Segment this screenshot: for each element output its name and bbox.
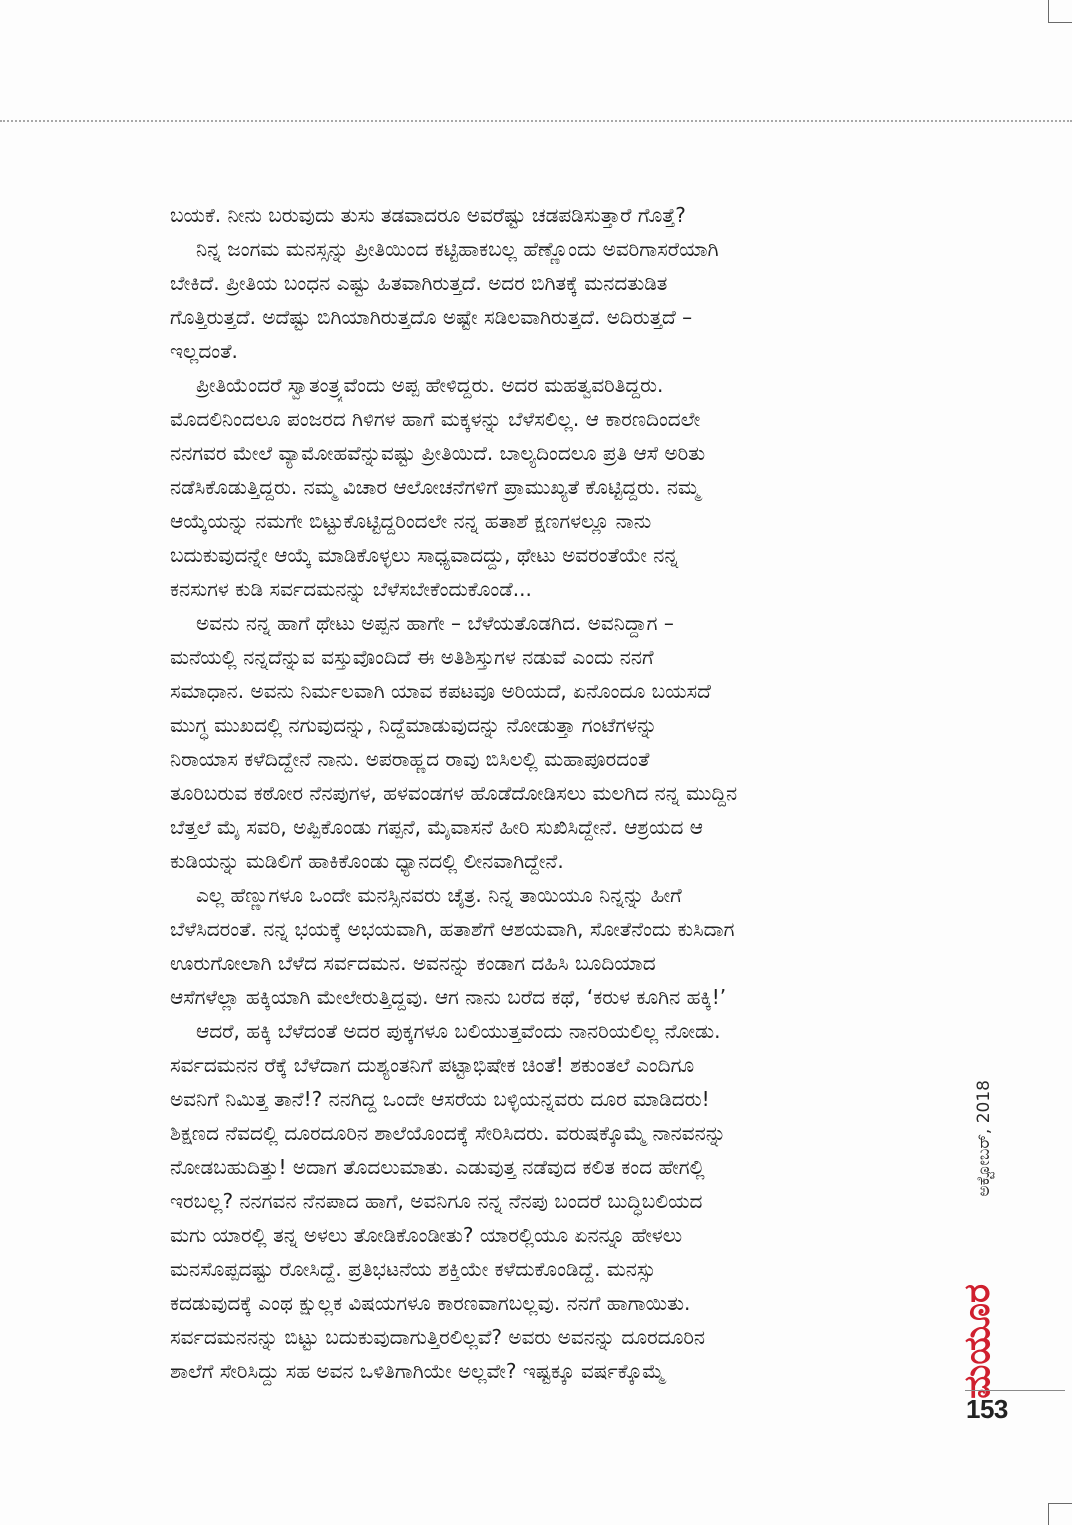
text-line: ಕನಸುಗಳ ಕುಡಿ ಸರ್ವದಮನನ್ನು ಬೆಳೆಸಬೇಕೆಂದುಕೊಂಡೆ... [170, 577, 532, 601]
text-line: ಸರ್ವದಮನನನ್ನು ಬಿಟ್ಟು ಬದುಕುವುದಾಗುತ್ತಿರಲಿಲ್ಲವೆ? ಅವರು ಅವನನ್ನು ದೂರದೂರಿನ [170, 1325, 706, 1349]
text-line: ನಿರಾಯಾಸ ಕಳೆದಿದ್ದೇನೆ ನಾನು. ಅಪರಾಹ್ಣದ ರಾವು ಬಿಸಿಲಲ್ಲಿ ಮಹಾಪೂರದಂತೆ [170, 747, 650, 771]
text-line: ಮೊದಲಿನಿಂದಲೂ ಪಂಜರದ ಗಿಳಿಗಳ ಹಾಗೆ ಮಕ್ಕಳನ್ನು ಬೆಳೆಸಲಿಲ್ಲ. ಆ ಕಾರಣದಿಂದಲೇ [170, 407, 701, 431]
text-line: ಸಮಾಧಾನ. ಅವನು ನಿರ್ಮಲವಾಗಿ ಯಾವ ಕಪಟವೂ ಅರಿಯದೆ, ಏನೊಂದೂ ಬಯಸದೆ [170, 679, 711, 703]
page-number: 153 [966, 1394, 1008, 1424]
text-line: ಮಗು ಯಾರಲ್ಲಿ ತನ್ನ ಅಳಲು ತೋಡಿಕೊಂಡೀತು? ಯಾರಲ್ಲಿಯೂ ಏನನ್ನೂ ಹೇಳಲು [170, 1223, 683, 1247]
dotted-separator [0, 120, 1072, 122]
text-line: ಕದಡುವುದಕ್ಕೆ ಎಂಥ ಕ್ಷುಲ್ಲಕ ವಿಷಯಗಳೂ ಕಾರಣವಾಗಬಲ್ಲವು. ನನಗೆ ಹಾಗಾಯಿತು. [170, 1291, 691, 1315]
text-line: ಇರಬಲ್ಲ? ನನಗವನ ನೆನಪಾದ ಹಾಗೆ, ಅವನಿಗೂ ನನ್ನ ನೆನಪು ಬಂದರೆ ಬುದ್ಧಿಬಲಿಯದ [170, 1189, 703, 1213]
text-line: ಮನಸೊಪ್ಪದಷ್ಟು ರೋಸಿದ್ದೆ. ಪ್ರತಿಭಟನೆಯ ಶಕ್ತಿಯೇ ಕಳೆದುಕೊಂಡಿದ್ದೆ. ಮನಸ್ಸು [170, 1257, 656, 1281]
text-line: ಮನೆಯಲ್ಲಿ ನನ್ನದೆನ್ನುವ ವಸ್ತುವೊಂದಿದೆ ಈ ಅತಿಶಿಸ್ತುಗಳ ನಡುವೆ ಎಂದು ನನಗೆ [170, 645, 654, 669]
text-line: ಮುಗ್ಧ ಮುಖದಲ್ಲಿ ನಗುವುದನ್ನು, ನಿದ್ದೆಮಾಡುವುದನ್ನು ನೋಡುತ್ತಾ ಗಂಟೆಗಳನ್ನು [170, 713, 658, 737]
text-line: ಶಿಕ್ಷಣದ ನೆವದಲ್ಲಿ ದೂರದೂರಿನ ಶಾಲೆಯೊಂದಕ್ಕೆ ಸೇರಿಸಿದರು. ವರುಷಕ್ಕೊಮ್ಮೆ ನಾನವನನ್ನು [170, 1121, 726, 1145]
text-line: ಆಸೆಗಳೆಲ್ಲಾ ಹಕ್ಕಿಯಾಗಿ ಮೇಲೇರುತ್ತಿದ್ದವು. ಆಗ ನಾನು ಬರೆದ ಕಥೆ, ‘ಕರುಳ ಕೂಗಿನ ಹಕ್ಕಿ!’ [170, 985, 727, 1009]
text-line: ನಡೆಸಿಕೊಡುತ್ತಿದ್ದರು. ನಮ್ಮ ವಿಚಾರ ಆಲೋಚನೆಗಳಿಗೆ ಪ್ರಾಮುಖ್ಯತೆ ಕೊಟ್ಟಿದ್ದರು. ನಮ್ಮ [170, 475, 700, 499]
text-line: ಬಯಕೆ. ನೀನು ಬರುವುದು ತುಸು ತಡವಾದರೂ ಅವರೆಷ್ಟು ಚಡಪಡಿಸುತ್ತಾರೆ ಗೊತ್ತೆ? [170, 203, 686, 227]
text-line: ಬದುಕುವುದನ್ನೇ ಆಯ್ಕೆ ಮಾಡಿಕೊಳ್ಳಲು ಸಾಧ್ಯವಾದದ್ದು, ಥೇಟು ಅವರಂತೆಯೇ ನನ್ನ [170, 543, 679, 567]
text-line: ನಿನ್ನ ಜಂಗಮ ಮನಸ್ಸನ್ನು ಪ್ರೀತಿಯಿಂದ ಕಟ್ಟಿಹಾಕಬಲ್ಲ ಹೆಣ್ಣೊಂದು ಅವರಿಗಾಸರೆಯಾಗಿ [196, 237, 719, 261]
text-line: ಊರುಗೋಲಾಗಿ ಬೆಳೆದ ಸರ್ವದಮನ. ಅವನನ್ನು ಕಂಡಾಗ ದಹಿಸಿ ಬೂದಿಯಾದ [170, 951, 656, 975]
text-line: ಅವನಿಗೆ ನಿಮಿತ್ತ ತಾನೆ!? ನನಗಿದ್ದ ಒಂದೇ ಆಸರೆಯ ಬಳ್ಳಿಯನ್ನವರು ದೂರ ಮಾಡಿದರು! [170, 1087, 710, 1111]
text-line: ಶಾಲೆಗೆ ಸೇರಿಸಿದ್ದು ಸಹ ಅವನ ಒಳಿತಿಗಾಗಿಯೇ ಅಲ್ಲವೇ? ಇಷ್ಟಕ್ಕೂ ವರ್ಷಕ್ಕೊಮ್ಮೆ [170, 1359, 665, 1383]
page-number-rule [965, 1390, 1065, 1391]
issue-date: ಅಕ್ಟೋಬರ್, 2018 [974, 1080, 994, 1197]
text-line: ಅವನು ನನ್ನ ಹಾಗೆ ಥೇಟು ಅಪ್ಪನ ಹಾಗೇ – ಬೆಳೆಯತೊಡಗಿದ. ಅವನಿದ್ದಾಗ – [196, 611, 674, 635]
text-line: ಎಲ್ಲ ಹೆಣ್ಣುಗಳೂ ಒಂದೇ ಮನಸ್ಸಿನವರು ಚೈತ್ರ. ನಿನ್ನ ತಾಯಿಯೂ ನಿನ್ನನ್ನು ಹೀಗೆ [196, 883, 682, 907]
text-line: ಬೆತ್ತಲೆ ಮೈ ಸವರಿ, ಅಪ್ಪಿಕೊಂಡು ಗಪ್ಪನೆ, ಮೈವಾಸನೆ ಹೀರಿ ಸುಖಿಸಿದ್ದೇನೆ. ಆಶ್ರಯದ ಆ [170, 815, 703, 839]
magazine-masthead: ಮಯೂರ [957, 1284, 998, 1399]
text-line: ಆದರೆ, ಹಕ್ಕಿ ಬೆಳೆದಂತೆ ಅದರ ಪುಕ್ಕಗಳೂ ಬಲಿಯುತ್ತವೆಂದು ನಾನರಿಯಲಿಲ್ಲ ನೋಡು. [196, 1019, 721, 1043]
text-line: ಸರ್ವದಮನನ ರೆಕ್ಕೆ ಬೆಳೆದಾಗ ದುಶ್ಯಂತನಿಗೆ ಪಟ್ಟಾಭಿಷೇಕ ಚಿಂತೆ! ಶಕುಂತಲೆ ಎಂದಿಗೂ [170, 1053, 695, 1077]
text-line: ಕುಡಿಯನ್ನು ಮಡಿಲಿಗೆ ಹಾಕಿಕೊಂಡು ಧ್ಯಾನದಲ್ಲಿ ಲೀನವಾಗಿದ್ದೇನೆ. [170, 849, 564, 873]
text-line: ಆಯ್ಕೆಯನ್ನು ನಮಗೇ ಬಿಟ್ಟುಕೊಟ್ಟಿದ್ದರಿಂದಲೇ ನನ್ನ ಹತಾಶೆ ಕ್ಷಣಗಳಲ್ಲೂ ನಾನು [170, 509, 652, 533]
article-body [170, 198, 918, 1388]
text-line: ನೋಡಬಹುದಿತ್ತು! ಅದಾಗ ತೊದಲುಮಾತು. ಎಡುವುತ್ತ ನಡೆವುದ ಕಲಿತ ಕಂದ ಹೇಗಲ್ಲಿ [170, 1155, 705, 1179]
text-line: ಪ್ರೀತಿಯೆಂದರೆ ಸ್ವಾತಂತ್ರ್ಯವೆಂದು ಅಪ್ಪ ಹೇಳಿದ್ದರು. ಅದರ ಮಹತ್ವವರಿತಿದ್ದರು. [196, 373, 664, 397]
text-line: ತೂರಿಬರುವ ಕಠೋರ ನೆನಪುಗಳ, ಹಳವಂಡಗಳ ಹೊಡೆದೋಡಿಸಲು ಮಲಗಿದ ನನ್ನ ಮುದ್ದಿನ [170, 781, 738, 805]
text-line: ನನಗವರ ಮೇಲೆ ವ್ಯಾಮೋಹವೆನ್ನುವಷ್ಟು ಪ್ರೀತಿಯಿದೆ. ಬಾಲ್ಯದಿಂದಲೂ ಪ್ರತಿ ಆಸೆ ಅರಿತು [170, 441, 706, 465]
text-line: ಬೆಳೆಸಿದರಂತೆ. ನನ್ನ ಭಯಕ್ಕೆ ಅಭಯವಾಗಿ, ಹತಾಶೆಗೆ ಆಶಯವಾಗಿ, ಸೋತೆನೆಂದು ಕುಸಿದಾಗ [170, 917, 735, 941]
text-line: ಗೊತ್ತಿರುತ್ತದೆ. ಅದೆಷ್ಟು ಬಿಗಿಯಾಗಿರುತ್ತದೊ ಅಷ್ಟೇ ಸಡಿಲವಾಗಿರುತ್ತದೆ. ಅದಿರುತ್ತದೆ – [170, 305, 693, 329]
text-line: ಇಲ್ಲದಂತೆ. [170, 339, 238, 363]
text-line: ಬೇಕಿದೆ. ಪ್ರೀತಿಯ ಬಂಧನ ಎಷ್ಟು ಹಿತವಾಗಿರುತ್ತದೆ. ಅದರ ಬಿಗಿತಕ್ಕೆ ಮನದತುಡಿತ [170, 271, 668, 295]
